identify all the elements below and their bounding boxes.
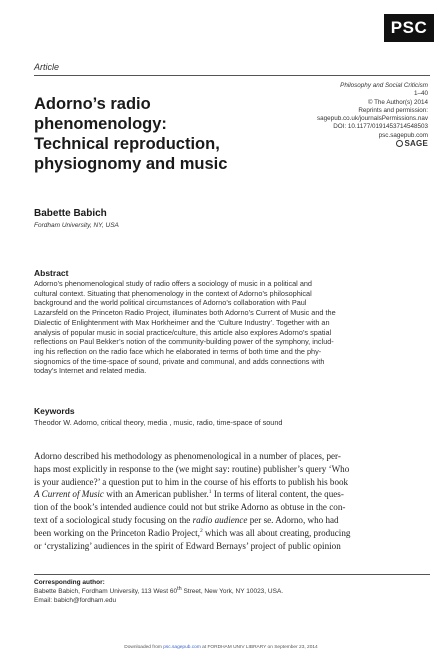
body-text-span: per se. Adorno, who had <box>247 514 339 525</box>
corresponding-author-email[interactable]: Email: babich@fordham.edu <box>34 597 117 604</box>
title-line: phenomenology: <box>34 115 167 133</box>
abstract-heading: Abstract <box>34 268 69 278</box>
address-text: Street, New York, NY 10023, USA. <box>181 588 284 595</box>
body-line: is your audience?’ a question put to him in the course of his efforts to publish his book <box>34 476 349 487</box>
body-line: or ‘crystalizing’ audiences in the spirit of Edward Bernays’ project of public opinion <box>34 540 341 551</box>
abstract-text <box>34 279 414 376</box>
abstract-line: reflections on Paul Bekker’s notion of the community-building power of the symphony, includ- <box>34 337 334 347</box>
body-paragraph <box>34 450 420 552</box>
body-line: Adorno described his methodology as phenomenological in a number of places, per- <box>34 451 341 461</box>
title-line: Adorno’s radio <box>34 95 151 113</box>
body-text-span: In terms of literal content, the ques- <box>211 489 344 500</box>
abstract-line: cultural context. Situating that phenomenology in the context of Adorno’s philosophical <box>34 288 312 298</box>
keywords-list: Theodor W. Adorno, critical theory, media , music, radio, time-space of sound <box>34 418 283 427</box>
body-line: haps most explicitly in response to the (we might say: routine) publisher’s query ‘Who <box>34 463 350 474</box>
permissions-link[interactable]: sagepub.co.uk/journalsPermissions.nav <box>317 115 428 123</box>
corresponding-author-heading: Corresponding author: <box>34 579 105 586</box>
book-title: A Current of Music <box>34 489 104 500</box>
journal-logo: PSC <box>384 14 434 42</box>
abstract-line: ing his reflection on the radio face which he elaborated in terms of both time and the phy- <box>34 346 322 356</box>
body-line <box>34 488 420 501</box>
title-line: Technical reproduction, <box>34 135 220 153</box>
reprints-label: Reprints and permission: <box>358 106 428 114</box>
publication-metadata <box>268 82 428 148</box>
download-suffix: at FORDHAM UNIV LIBRARY on September 23, 2014 <box>200 645 318 650</box>
download-prefix: Downloaded from <box>124 645 164 650</box>
author-name: Babette Babich <box>34 208 107 219</box>
ordinal-suffix: th <box>177 585 182 592</box>
footnote-marker[interactable]: 2 <box>199 527 203 534</box>
copyright-notice: © The Author(s) 2014 <box>367 98 428 106</box>
article-type-label: Article <box>34 62 60 72</box>
article-title <box>34 94 284 174</box>
abstract-line: today’s Internet and related media. <box>34 366 147 376</box>
title-line: physiognomy and music <box>34 155 228 173</box>
body-line: tion of the book’s intended audience could not but strike Adorno as obtuse in the con- <box>34 502 346 513</box>
journal-site-link[interactable]: psc.sagepub.com <box>378 131 428 139</box>
footnote-divider <box>34 574 430 575</box>
abstract-line: Adorno’s phenomenological study of radio offers a sociology of music in a political and <box>34 279 312 288</box>
author-affiliation: Fordham University, NY, USA <box>34 222 119 229</box>
body-text-span: been working on the Princeton Radio Project, <box>34 527 200 538</box>
emphasis-text: radio audience <box>192 514 248 525</box>
body-line <box>34 514 420 527</box>
page-range: 1–40 <box>413 90 428 98</box>
body-line <box>34 527 420 540</box>
abstract-line: background and the world political circumstances of Adorno’s collaboration with Paul <box>34 298 307 308</box>
footnote-marker[interactable]: 1 <box>208 489 212 496</box>
keywords-heading: Keywords <box>34 406 75 416</box>
abstract-line: Dialectic of Enlightenment with Max Horkheimer and the ‘Culture Industry’. Together with an <box>34 317 330 327</box>
abstract-line: analysis of popular music in social practice/culture, this article also explores Adorno’s spatial <box>34 327 332 337</box>
abstract-line: Lazarsfeld on the Princeton Radio Project, illuminates both Adorno’s Current of Music and the <box>34 308 336 318</box>
download-link[interactable]: psc.sagepub.com <box>163 645 201 650</box>
journal-name: Philosophy and Social Criticism <box>340 82 428 89</box>
download-notice <box>0 645 442 650</box>
abstract-line: siognomics of the time-space of sound, private and communal, and adds connections with <box>34 356 325 366</box>
doi-link[interactable]: DOI: 10.1177/0191453714548503 <box>333 123 428 131</box>
sage-logo: SAGE <box>268 140 428 148</box>
corresponding-author-address <box>34 585 284 595</box>
body-text-span: text of a sociological study focusing on the <box>34 514 193 525</box>
body-text-span: with an American publisher. <box>103 489 209 500</box>
address-text: Babette Babich, Fordham University, 113 West 60 <box>34 588 178 595</box>
body-text-span: which was all about creating, producing <box>202 527 351 538</box>
header-divider <box>34 75 430 76</box>
